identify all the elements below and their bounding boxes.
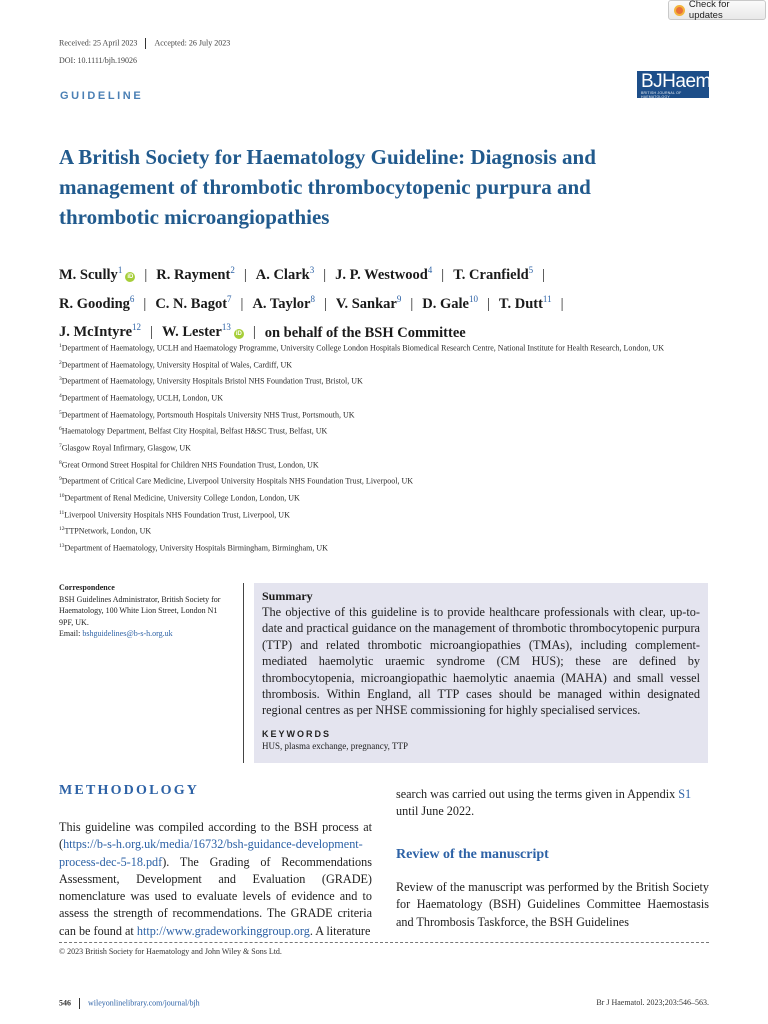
summary-body: The objective of this guideline is to provide healthcare professionals with clear, up-to-date and practical guidance on the management of thrombotic thrombocytopenic purpura (TTP) and related thrombotic microangiopathies (TMAs), including complement-mediated haemolytic uraemic syndrome (CM HUS); these are defined by thrombocytopenia, microangiopathic haemolytic anaemia (MAHA) and small vessel thrombosis. Within England, all TTP cases should be managed within designated regional centres as per NHSE commissioning for highly specialised services.	[262, 605, 700, 718]
affiliation: $^4$Department of Haematology, UCLH, London, UK	[59, 392, 223, 403]
doi[interactable]: DOI: 10.1111/bjh.19026	[59, 56, 137, 65]
orcid-icon[interactable]: iD	[127, 273, 134, 280]
affiliation: $^9$Department of Critical Care Medicine, Liverpool University Hospitals NHS Foundation Trust, Liverpool, UK	[59, 476, 414, 486]
affiliation: $^3$Department of Haematology, University Hospitals Bristol NHS Foundation Trust, Bristol, UK	[59, 376, 363, 386]
orcid-icon[interactable]: iD	[235, 331, 242, 338]
summary-box	[254, 583, 708, 763]
appendix-link[interactable]: S1	[678, 787, 692, 801]
methodology-paragraph: This guideline was compiled according to the BSH process at (https://b-s-h.org.uk/media/16732/bsh-guidance-development-process-dec-5-18.pdf). The Grading of Recommendations Assessment, Development and Evaluation (GRADE) nomenclature was used to evaluate levels of evidence and to assess the strength of recommendations. The GRADE criteria can be found at http://www.gradeworkinggroup.org. A literature	[59, 820, 372, 938]
author[interactable]: A. Taylor$^8$	[252, 293, 315, 312]
author[interactable]: J. McIntyre$^{12}$	[59, 322, 142, 341]
affiliation: $^{13}$Department of Haematology, University Hospitals Birmingham, Birmingham, UK	[59, 542, 328, 553]
summary-heading: Summary	[262, 589, 313, 603]
keywords: HUS, plasma exchange, pregnancy, TTP	[262, 740, 408, 751]
author[interactable]: W. Lester$^{13}$	[161, 322, 231, 341]
review-heading: Review of the manuscript	[396, 847, 549, 862]
check-for-updates-label: Check for updates	[688, 0, 730, 21]
divider	[145, 38, 146, 49]
journal-logo-subtitle: BRITISH JOURNAL OF HAEMATOLOGY	[641, 91, 682, 99]
email-link[interactable]: bshguidelines@b-s-h.org.uk	[82, 629, 173, 638]
affiliation: $^{10}$Department of Renal Medicine, University College London, London, UK	[59, 492, 300, 503]
author[interactable]: D. Gale$^{10}$	[422, 293, 478, 312]
correspondence	[59, 582, 229, 640]
citation: Br J Haematol. 2023;203:546–563.	[596, 998, 709, 1007]
page-number: 546	[59, 998, 71, 1008]
affiliation: $^7$Glasgow Royal Infirmary, Glasgow, UK	[59, 442, 191, 453]
correspondence-heading: Correspondence	[59, 583, 115, 592]
crossmark-icon	[674, 5, 685, 16]
footer-divider	[59, 942, 709, 943]
article-title: A British Society for Haematology Guideline: Diagnosis and management of thrombotic thrombocytopenic purpura and thrombotic microangiopathies	[59, 145, 596, 229]
bsh-process-link[interactable]: https://b-s-h.org.uk/media/16732/bsh-guidance-development-process-dec-5-18.pdf	[59, 837, 363, 869]
author[interactable]: V. Sankar$^9$	[335, 293, 402, 312]
methodology-heading: METHODOLOGY	[59, 783, 200, 798]
affiliation: $^{11}$Liverpool University Hospitals NHS Foundation Trust, Liverpool, UK	[59, 509, 290, 520]
affiliation: $^1$Department of Haematology, UCLH and Haematology Programme, University College London Hospitals Biomedical Research Centre, National Institute for Health Research, London, UK	[59, 343, 664, 353]
grade-link[interactable]: http://www.gradeworkinggroup.org	[136, 923, 310, 938]
review-paragraph: Review of the manuscript was performed by the British Society for Haematology (BSH) Guidelines Committee Haemostasis and Thrombosis Taskforce, the BSH Guidelines	[396, 880, 709, 929]
author[interactable]: R. Rayment$^2$	[156, 265, 235, 283]
author[interactable]: R. Gooding$^6$	[59, 293, 135, 312]
author[interactable]: T. Dutt$^{11}$	[498, 293, 552, 312]
divider	[79, 998, 80, 1009]
received-date: Received: 25 April 2023	[59, 38, 138, 48]
affiliation: $^6$Haematology Department, Belfast City Hospital, Belfast H&SC Trust, Belfast, UK	[59, 426, 328, 436]
author-list: M. Scully$^1$iD | R. Rayment$^2$ | A. Clark$^3$ | J. P. Westwood$^4$ | T. Cranfield$^5$ | R. Gooding$^6$ | C. N. Bagot$^7$ | A. Taylor$^8$ | V. Sankar$^9$ | D. Gale$^{10}$ | T. Dutt$^{11}$ | J. McIntyre$^{12}$ | W. Lester$^{13}$iD | on behalf of the BSH Committee	[59, 265, 564, 341]
author[interactable]: A. Clark$^3$	[255, 265, 315, 283]
copyright: © 2023 British Society for Haematology and John Wiley & Sons Ltd.	[59, 947, 282, 956]
author[interactable]: J. P. Westwood$^4$	[335, 265, 433, 283]
affiliations	[59, 341, 699, 556]
correspondence-body: BSH Guidelines Administrator, British Society for Haematology, 100 White Lion Street, London N1 9PF, UK.	[59, 594, 221, 627]
author[interactable]: M. Scully$^1$	[59, 265, 123, 283]
section-label: GUIDELINE	[60, 90, 144, 102]
journal-url[interactable]: wileyonlinelibrary.com/journal/bjh	[88, 998, 200, 1008]
accepted-date: Accepted: 26 July 2023	[154, 38, 231, 48]
author[interactable]: T. Cranfield$^5$	[453, 265, 534, 283]
keywords-heading: KEYWORDS	[262, 728, 332, 739]
column-divider	[243, 583, 244, 763]
journal-logo-text: BJHaem	[641, 71, 711, 92]
journal-logo	[637, 71, 709, 98]
page-footer	[59, 998, 709, 1009]
methodology-continued: search was carried out using the terms given in Appendix S1 until June 2022.	[396, 787, 692, 819]
affiliation: $^2$Department of Haematology, University Hospital of Wales, Cardiff, UK	[59, 359, 293, 370]
correspondence-email-line: Email: bshguidelines@b-s-h.org.uk	[59, 629, 173, 638]
dates-line	[59, 38, 230, 49]
affiliation: $^8$Great Ormond Street Hospital for Children NHS Foundation Trust, London, UK	[59, 459, 319, 470]
affiliation: $^5$Department of Haematology, Portsmouth Hospitals University NHS Trust, Portsmouth, UK	[59, 409, 355, 420]
authors-tail: on behalf of the BSH Committee	[264, 324, 466, 341]
check-for-updates-button[interactable]	[668, 0, 766, 20]
author[interactable]: C. N. Bagot$^7$	[155, 293, 232, 312]
affiliation: $^{12}$TTPNetwork, London, UK	[59, 526, 152, 536]
